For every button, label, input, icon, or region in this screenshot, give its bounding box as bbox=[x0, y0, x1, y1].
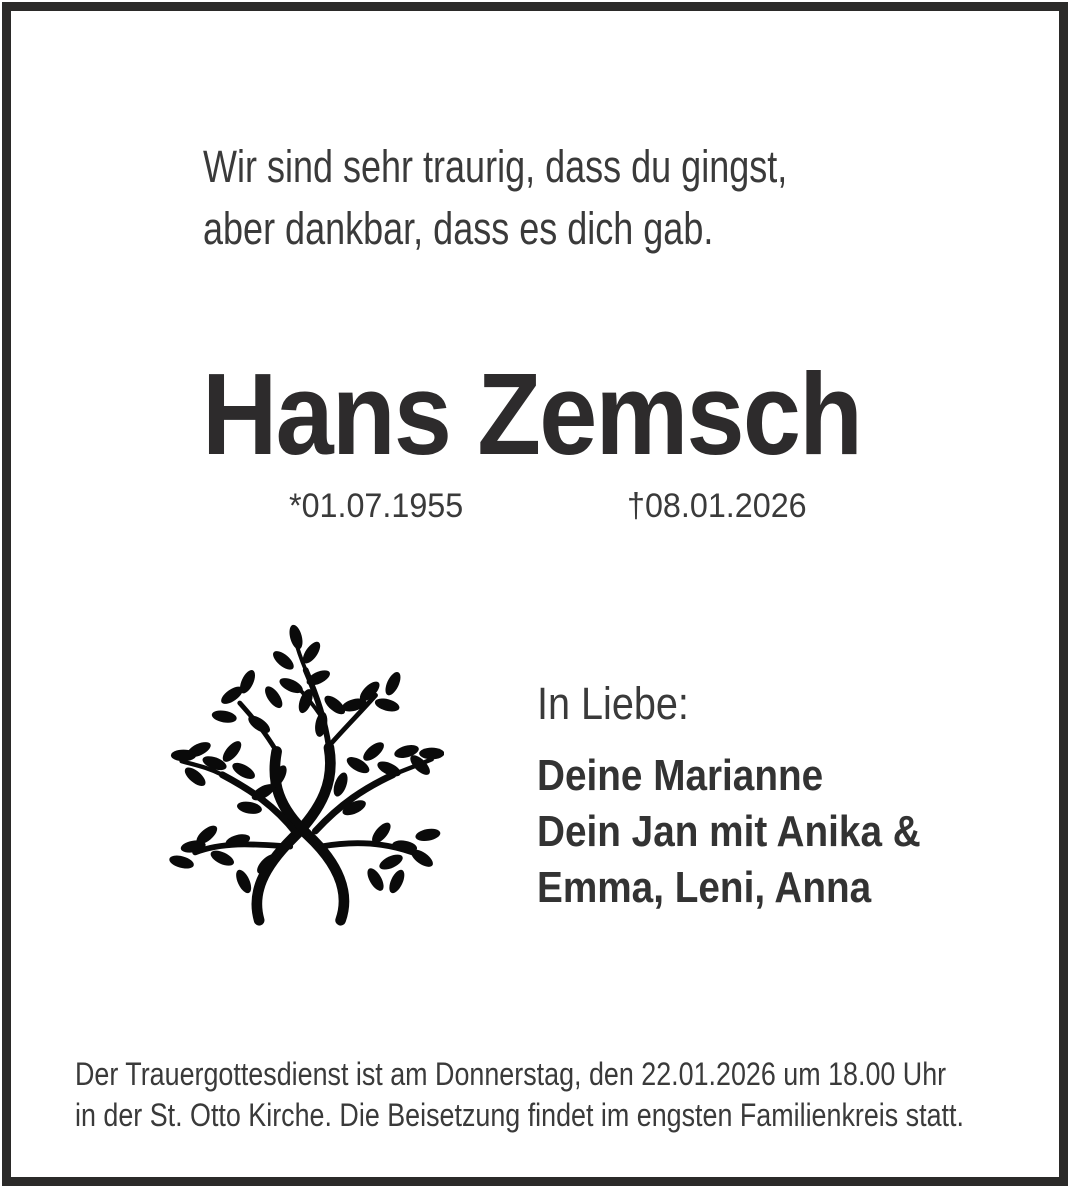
mourner-line: Emma, Leni, Anna bbox=[537, 863, 872, 912]
mourners-list bbox=[537, 748, 921, 916]
opening-verse bbox=[203, 136, 787, 260]
mourner-line: Deine Marianne bbox=[537, 751, 824, 800]
funeral-details-line-2: in der St. Otto Kirche. Die Beisetzung findet im engsten Familienkreis statt. bbox=[75, 1097, 964, 1133]
verse-line-1: Wir sind sehr traurig, dass du gingst, bbox=[203, 141, 788, 192]
funeral-details-line-1: Der Trauergottesdienst ist am Donnerstag, den 22.01.2026 um 18.00 Uhr bbox=[75, 1056, 947, 1092]
farewell-heading: In Liebe: bbox=[537, 678, 689, 729]
funeral-details bbox=[75, 1054, 964, 1136]
death-date: †08.01.2026 bbox=[627, 487, 807, 525]
birth-date: *01.07.1955 bbox=[289, 487, 464, 525]
tree-of-life-icon bbox=[148, 608, 444, 928]
deceased-name: Hans Zemsch bbox=[202, 349, 862, 479]
verse-line-2: aber dankbar, dass es dich gab. bbox=[203, 203, 714, 254]
mourner-line: Dein Jan mit Anika & bbox=[537, 807, 921, 856]
tree-leaves bbox=[168, 623, 444, 895]
